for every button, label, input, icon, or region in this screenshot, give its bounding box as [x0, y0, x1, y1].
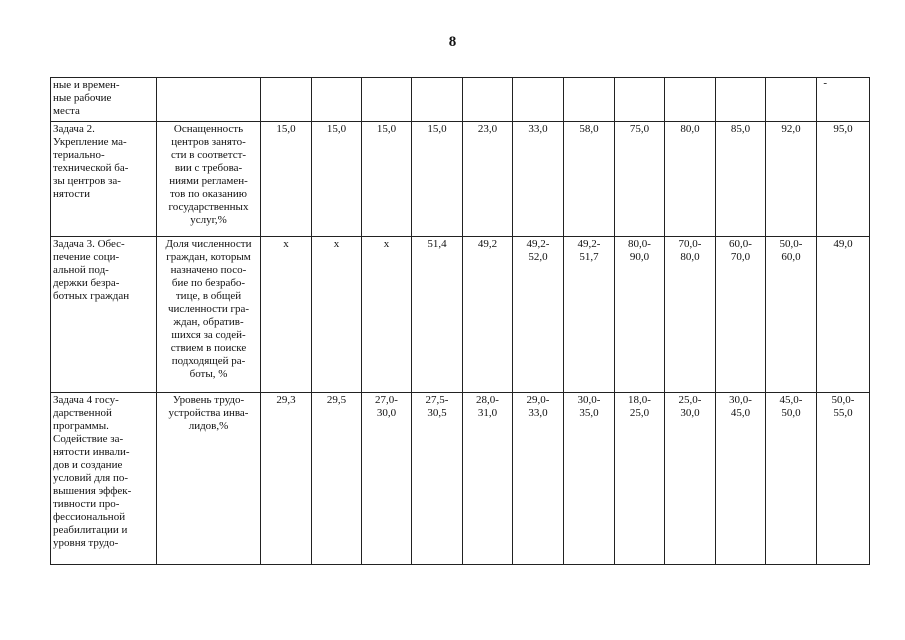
- cell-line: 30,0-: [729, 394, 752, 406]
- value-cell: [362, 237, 412, 393]
- value-cell: [564, 393, 615, 565]
- value-cell: [412, 122, 463, 237]
- value-cell: [665, 122, 716, 237]
- cell-line: ботных граждан: [53, 290, 130, 302]
- cell-line: 15,0: [276, 123, 296, 135]
- value-cell: [564, 78, 615, 122]
- cell-line: 33,0: [528, 123, 548, 135]
- cell-line: Укрепление ма-: [53, 136, 127, 148]
- task-cell: [51, 122, 157, 237]
- value-cell: [817, 237, 870, 393]
- cell-line: вышения эффек-: [53, 485, 132, 497]
- cell-line: 49,2-: [577, 238, 601, 250]
- cell-line: ждан, обратив-: [173, 316, 244, 328]
- value-cell: [564, 237, 615, 393]
- cell-line: нятости инвали-: [53, 446, 130, 458]
- cell-line: x: [383, 238, 390, 250]
- cell-line: Задача 2.: [53, 123, 95, 135]
- value-cell: [513, 122, 564, 237]
- indicators-table: [50, 77, 870, 565]
- cell-line: подходящей ра-: [171, 355, 246, 367]
- value-cell: [817, 78, 870, 122]
- cell-line: Доля численности: [165, 238, 252, 250]
- value-cell: [665, 237, 716, 393]
- value-cell: [412, 78, 463, 122]
- value-cell: [463, 393, 513, 565]
- cell-line: 30,5: [427, 407, 447, 419]
- value-cell: [615, 393, 665, 565]
- cell-line: печение соци-: [53, 251, 120, 263]
- cell-line: условий для по-: [53, 472, 129, 484]
- cell-line: 49,0: [833, 238, 853, 250]
- value-cell: [766, 78, 817, 122]
- value-cell: [615, 122, 665, 237]
- cell-line: 51,4: [427, 238, 447, 250]
- value-cell: [766, 393, 817, 565]
- cell-line: 28,0-: [476, 394, 499, 406]
- cell-line: 29,3: [276, 394, 296, 406]
- cell-line: шихся за содей-: [171, 329, 246, 341]
- cell-line: 80,0: [680, 123, 700, 135]
- cell-line: 70,0-: [678, 238, 702, 250]
- value-cell: [665, 78, 716, 122]
- value-cell: [412, 237, 463, 393]
- indicator-cell: [157, 237, 261, 393]
- cell-line: держки безра-: [53, 277, 120, 289]
- cell-line: 15,0: [376, 123, 397, 135]
- value-cell: [312, 122, 362, 237]
- cell-line: 50,0-: [831, 394, 855, 406]
- cell-line: 70,0: [730, 251, 751, 263]
- task-cell: [51, 393, 157, 565]
- value-cell: [716, 393, 766, 565]
- cell-line: фессиональной: [53, 511, 126, 523]
- value-cell: [615, 78, 665, 122]
- cell-line: 92,0: [781, 123, 801, 135]
- cell-line: 27,0-: [375, 394, 398, 406]
- cell-line: дов и создание: [53, 459, 123, 471]
- cell-line: зы центров за-: [53, 175, 121, 187]
- cell-line: тивности про-: [53, 498, 120, 510]
- page-number: 8: [448, 34, 457, 50]
- cell-line: 52,0: [528, 251, 548, 263]
- value-cell: [463, 78, 513, 122]
- table-row: [51, 122, 870, 237]
- cell-line: государственных: [168, 201, 249, 213]
- cell-line: 23,0: [477, 123, 498, 135]
- cell-line: реабилитации и: [53, 524, 128, 536]
- cell-line: места: [53, 105, 80, 117]
- cell-line: ствием в поиске: [170, 342, 247, 354]
- cell-line: тице, в общей: [175, 290, 242, 302]
- cell-line: центров занято-: [171, 136, 246, 148]
- cell-line: 95,0: [833, 123, 853, 135]
- cell-line: 29,5: [326, 394, 347, 406]
- cell-line: 45,0-: [779, 394, 803, 406]
- cell-line: 33,0: [528, 407, 548, 419]
- value-cell: [513, 78, 564, 122]
- value-cell: [312, 237, 362, 393]
- value-cell: [513, 237, 564, 393]
- cell-line: ниями регламен-: [169, 175, 248, 187]
- cell-line: технической ба-: [53, 162, 129, 174]
- task-cell: [51, 78, 157, 122]
- value-cell: [766, 237, 817, 393]
- cell-line: уровня трудо-: [53, 537, 119, 549]
- cell-line: 30,0: [376, 407, 397, 419]
- cell-line: 30,0: [680, 407, 700, 419]
- cell-line: 18,0-: [628, 394, 651, 406]
- cell-line: 31,0: [477, 407, 498, 419]
- cell-line: 80,0: [680, 251, 700, 263]
- cell-line: дарственной: [53, 407, 112, 419]
- cell-line: бие по безрабо-: [171, 277, 246, 289]
- cell-line: 27,5-: [425, 394, 449, 406]
- cell-line: 90,0: [629, 251, 650, 263]
- value-cell: [362, 393, 412, 565]
- value-cell: [312, 393, 362, 565]
- cell-line: сти в соответст-: [170, 149, 247, 161]
- cell-line: 30,0-: [577, 394, 601, 406]
- cell-line: услуг,%: [190, 214, 227, 226]
- value-cell: [665, 393, 716, 565]
- cell-line: 60,0: [781, 251, 801, 263]
- cell-line: Задача 3. Обес-: [53, 238, 125, 250]
- cell-line: Оснащенность: [173, 123, 244, 135]
- cell-line: вии с требова-: [174, 162, 243, 174]
- cell-line: устройства инва-: [168, 407, 249, 419]
- cell-line: 51,7: [579, 251, 599, 263]
- cell-line: 50,0: [781, 407, 801, 419]
- value-cell: [564, 122, 615, 237]
- value-cell: [463, 122, 513, 237]
- cell-line: Содействие за-: [53, 433, 124, 445]
- cell-line: ные рабочие: [53, 92, 112, 104]
- table-row: [51, 78, 870, 122]
- value-cell: [817, 393, 870, 565]
- cell-line: x: [333, 238, 340, 250]
- table-row: [51, 393, 870, 565]
- value-cell: [716, 78, 766, 122]
- cell-line: 85,0: [730, 123, 751, 135]
- cell-line: -: [823, 77, 827, 89]
- value-cell: [513, 393, 564, 565]
- value-cell: [261, 78, 312, 122]
- indicator-cell: [157, 78, 261, 122]
- cell-line: териально-: [53, 149, 105, 161]
- value-cell: [362, 78, 412, 122]
- value-cell: [716, 122, 766, 237]
- task-cell: [51, 237, 157, 393]
- table-row: [51, 237, 870, 393]
- cell-line: программы.: [53, 420, 109, 432]
- value-cell: [261, 122, 312, 237]
- value-cell: [766, 122, 817, 237]
- indicator-cell: [157, 122, 261, 237]
- indicator-cell: [157, 393, 261, 565]
- cell-line: x: [283, 238, 289, 250]
- cell-line: ные и времен-: [53, 79, 120, 91]
- cell-line: 45,0: [730, 407, 751, 419]
- cell-line: 25,0-: [678, 394, 702, 406]
- cell-line: 60,0-: [729, 238, 752, 250]
- cell-line: 29,0-: [526, 394, 550, 406]
- cell-line: 49,2: [477, 238, 498, 250]
- value-cell: [817, 122, 870, 237]
- cell-line: граждан, которым: [166, 251, 251, 263]
- cell-line: 15,0: [427, 123, 447, 135]
- value-cell: [261, 237, 312, 393]
- value-cell: [312, 78, 362, 122]
- value-cell: [362, 122, 412, 237]
- cell-line: численности гра-: [167, 303, 250, 315]
- cell-line: 75,0: [629, 123, 650, 135]
- value-cell: [463, 237, 513, 393]
- value-cell: [615, 237, 665, 393]
- cell-line: альной под-: [53, 264, 109, 276]
- cell-line: тов по оказанию: [169, 188, 248, 200]
- cell-line: нятости: [53, 188, 90, 200]
- cell-line: 55,0: [833, 407, 853, 419]
- value-cell: [261, 393, 312, 565]
- cell-line: 25,0: [629, 407, 650, 419]
- cell-line: 58,0: [579, 123, 599, 135]
- cell-line: боты, %: [189, 368, 228, 380]
- cell-line: лидов,%: [188, 420, 229, 432]
- cell-line: 49,2-: [526, 238, 550, 250]
- value-cell: [412, 393, 463, 565]
- cell-line: 15,0: [326, 123, 347, 135]
- cell-line: назначено посо-: [170, 264, 247, 276]
- cell-line: 50,0-: [779, 238, 803, 250]
- cell-line: 35,0: [579, 407, 599, 419]
- cell-line: Уровень трудо-: [172, 394, 245, 406]
- value-cell: [716, 237, 766, 393]
- cell-line: Задача 4 госу-: [53, 394, 119, 406]
- cell-line: 80,0-: [628, 238, 651, 250]
